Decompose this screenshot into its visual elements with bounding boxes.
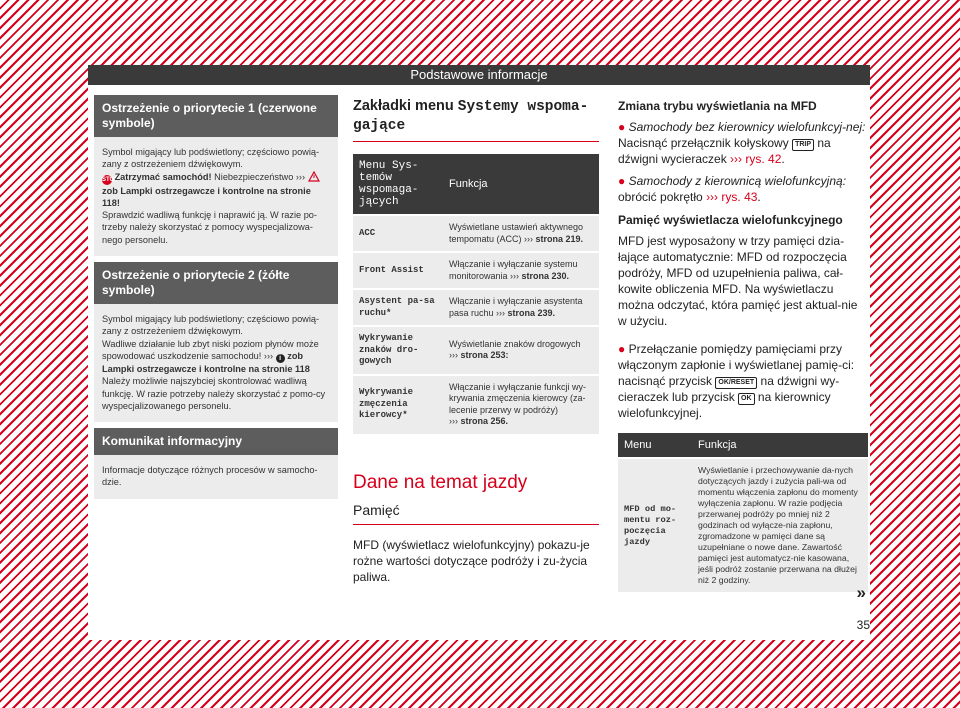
info-message-box xyxy=(94,428,338,499)
chapter-title: Dane na temat jazdy xyxy=(353,471,528,493)
table-row xyxy=(353,327,599,374)
box-body xyxy=(94,455,338,499)
warning-triangle-icon xyxy=(308,171,320,182)
bullet-italic: Samochody z kierownicą wielofunkcyjną: xyxy=(628,174,847,188)
bullet-item: ● Samochody z kierownicą wielofunkcyjną: obrócić pokrętło ››› rys. 43. xyxy=(618,174,847,204)
table-cell-value: Włączanie i wyłączanie funkcji wy-krywania zmęczenia kierowcy (za-lecenie przerwy w podróży) ››› strona 256. xyxy=(443,376,599,434)
table-cell-key: Front Assist xyxy=(353,253,443,288)
table-row xyxy=(353,253,599,288)
table-cell-key: ACC xyxy=(353,216,443,251)
box-text-bold: zob Lampki ostrzegawcze i kontrolne na stronie 118! xyxy=(102,185,311,208)
cell-ref: strona 230. xyxy=(521,270,570,281)
table-header-menu: Menu xyxy=(618,433,692,457)
section-title-mono: Systemy wspoma-gające xyxy=(353,99,589,134)
bullet-text: Nacisnąć przełącznik kołyskowy xyxy=(618,136,789,150)
table-header-function: Funkcja xyxy=(692,433,868,457)
cell-text: Wyświetlane ustawień aktywnego tempomatu (ACC) xyxy=(449,222,583,244)
paragraph: MFD jest wyposażony w trzy pamięci dzia-łające automatycznie: MFD od rozpoczęcia podróży, MFD od uzupełnienia paliwa, cał-kowite obliczenia MFD. Na wyświetlaczu można odczytać, która pamięć jest aktual-nie w użyciu. xyxy=(618,234,858,328)
bullet-text: na dźwigni wy-cieraczek lub przycisk xyxy=(618,374,840,404)
ok-reset-key-icon: OK/RESET xyxy=(715,377,757,389)
info-icon: i xyxy=(276,354,285,363)
table-header-function: Funkcja xyxy=(443,154,599,214)
mfd-memory-table xyxy=(618,431,868,594)
box-title: Ostrzeżenie o priorytecie 2 (żółte symbole) xyxy=(94,262,338,304)
cell-ref: strona 219. xyxy=(535,233,584,244)
box-text-bold: Zatrzymać samochód! xyxy=(114,171,212,182)
cell-ref: strona 253: xyxy=(460,350,509,361)
bullet-text: na kierownicy wielofunkcyjnej. xyxy=(618,390,831,420)
warning-priority-1-box xyxy=(94,95,338,256)
box-text: Wadliwe działanie lub zbyt niski poziom płynów może spowodować uszkodzenie samochodu! xyxy=(102,338,319,361)
cell-ref: strona 256. xyxy=(460,416,509,426)
continue-mark: » xyxy=(856,583,866,602)
subsection-title: Pamięć xyxy=(353,502,599,525)
table-row xyxy=(618,459,868,592)
table-cell-value: Wyświetlanie i przechowywanie da-nych dotyczących jazdy i zużycia pali-wa od momentu włączenia zapłonu do momenty wyłączenia zapłonu. W razie podjęcia przerwanej podróży po mniej niż 2 godzinach od wyłącze-nia zapłonu, zgromadzone w pamięci dane są uzupełniane o nowe dane. Zawartość pamięci jest automatycz-nie kasowana, jeśli podróż zostanie przerwana na dłużej niż 2 godziny. xyxy=(692,459,868,592)
table-cell-key: Asystent pa-sa ruchu* xyxy=(353,290,443,325)
bullet-text: obrócić pokrętło xyxy=(618,190,703,204)
table-cell-key: Wykrywanie znaków dro-gowych xyxy=(353,327,443,374)
box-body: Symbol migający lub podświetlony; częściowo powią-zany z ostrzeżeniem dźwiękowym. Wadliwe działanie lub zbyt niski poziom płynów może spowodować uszkodzenie samochodu! ››› i zob Lampki ostrzegawcze i kontrolne na stronie 118 Należy możliwie najszybciej skontrolować wadliwą funkcję. W razie potrzeby należy skorzystać z pomo-cy wyspecjalizowanego personelu. xyxy=(94,304,338,422)
cell-text: Włączanie i wyłączanie asystenta pasa ruchu xyxy=(449,296,583,318)
ok-key-icon: OK xyxy=(738,393,755,405)
cell-ref: strona 239. xyxy=(507,307,556,318)
table-row xyxy=(353,216,599,251)
bullet-item: ● Przełączanie pomiędzy pamięciami przy włączonym zapłonie i wyświetlanej pamię-ci: nacisnąć przycisk OK/RESET na dźwigni wy-cieraczek lub przycisk OK na kierownicy wielofunkcyjnej. xyxy=(618,342,855,420)
heading-mfd-memory: Pamięć wyświetlacza wielofunkcyjnego xyxy=(618,213,843,227)
heading-mfd-mode: Zmiana trybu wyświetlania na MFD xyxy=(618,99,817,113)
cell-text: Wyświetlanie znaków drogowych xyxy=(449,338,581,349)
column-right xyxy=(618,95,868,594)
trip-key-icon: TRIP xyxy=(792,139,814,151)
figure-ref: rys. 42 xyxy=(745,152,782,166)
box-text: Symbol migający lub podświetlony; częściowo powią-zany z ostrzeżeniem dźwiękowym. xyxy=(102,314,320,337)
bullet-text: na dźwigni wycieraczek xyxy=(618,136,831,166)
box-body: Symbol migający lub podświetlony; częściowo powią-zany z ostrzeżeniem dźwiękowym. STOP Zatrzymać samochód! Niebezpieczeństwo ››› zob Lampki ostrzegawcze i kontrolne na stronie 118! Sprawdzić wadliwą funkcję i naprawić ją. W razie po-trzeby należy skorzystać z pomocy wyspecjalizowa-nego personelu. xyxy=(94,137,338,256)
warning-priority-2-box xyxy=(94,262,338,422)
page xyxy=(88,65,870,640)
box-title: Komunikat informacyjny xyxy=(94,428,338,455)
box-text: Sprawdzić wadliwą funkcję i naprawić ją. W razie po-trzeby należy skorzystać z pomocy wyspecjalizowa-nego personelu. xyxy=(102,210,317,245)
cell-text: Włączanie i wyłączanie systemu monitorowania xyxy=(449,259,578,281)
assist-systems-table xyxy=(353,152,599,436)
page-header: Podstawowe informacje xyxy=(88,65,870,85)
table-cell-key: Wykrywanie zmęczenia kierowcy* xyxy=(353,376,443,434)
table-cell-key: MFD od mo-mentu roz-poczęcia jazdy xyxy=(618,459,692,592)
table-row xyxy=(353,290,599,325)
column-left xyxy=(94,95,338,505)
table-header-menu: Menu Sys-temów wspomaga-jących xyxy=(353,154,443,214)
stop-icon: STOP xyxy=(102,176,119,183)
section-title xyxy=(353,95,599,142)
figure-ref: rys. 43 xyxy=(721,190,758,204)
box-text: Należy możliwie najszybciej skontrolować wadliwą funkcję. W razie potrzeby należy skorzystać z pomo-cy wyspecjalizowanego personelu. xyxy=(102,376,326,411)
bullet-text: Przełączanie pomiędzy pamięciami przy włączonym zapłonie i wyświetlanej pamię-ci: nacisnąć przycisk xyxy=(618,342,855,388)
bullet-item: ● Samochody bez kierownicy wielofunkcyj-nej: Nacisnąć przełącznik kołyskowy TRIP na dźwigni wycieraczek ››› rys. 42. xyxy=(618,120,866,166)
box-text: Symbol migający lub podświetlony; częściowo powią-zany z ostrzeżeniem dźwiękowym. xyxy=(102,147,320,170)
box-text-bold: zob Lampki ostrzegawcze i kontrolne na stronie 118 xyxy=(102,350,310,374)
table-row xyxy=(353,376,599,434)
cell-text: Włączanie i wyłączanie funkcji wy-krywania zmęczenia kierowcy (za-lecenie przerwy w podróży) xyxy=(449,381,587,415)
column-middle xyxy=(353,95,599,585)
section-title-text: Zakładki menu xyxy=(353,98,458,114)
table-cell-value: Wyświetlane ustawień aktywnego tempomatu (ACC) ››› strona 219. xyxy=(443,216,599,251)
box-text: Niebezpieczeństwo xyxy=(214,171,294,182)
box-text: Informacje dotyczące różnych procesów w samocho-dzie. xyxy=(102,465,318,488)
box-title: Ostrzeżenie o priorytecie 1 (czerwone symbole) xyxy=(94,95,338,137)
table-cell-value: Wyświetlanie znaków drogowych ››› strona 253: xyxy=(443,327,599,374)
table-cell-value: Włączanie i wyłączanie asystenta pasa ruchu ››› strona 239. xyxy=(443,290,599,325)
bullet-italic: Samochody bez kierownicy wielofunkcyj-nej: xyxy=(628,120,866,134)
page-number: 35 xyxy=(856,618,870,632)
body-text: MFD (wyświetlacz wielofunkcyjny) pokazu-je rożne wartości dotyczące podróży i zu-życia paliwa. xyxy=(353,537,590,584)
table-cell-value: Włączanie i wyłączanie systemu monitorowania ››› strona 230. xyxy=(443,253,599,288)
